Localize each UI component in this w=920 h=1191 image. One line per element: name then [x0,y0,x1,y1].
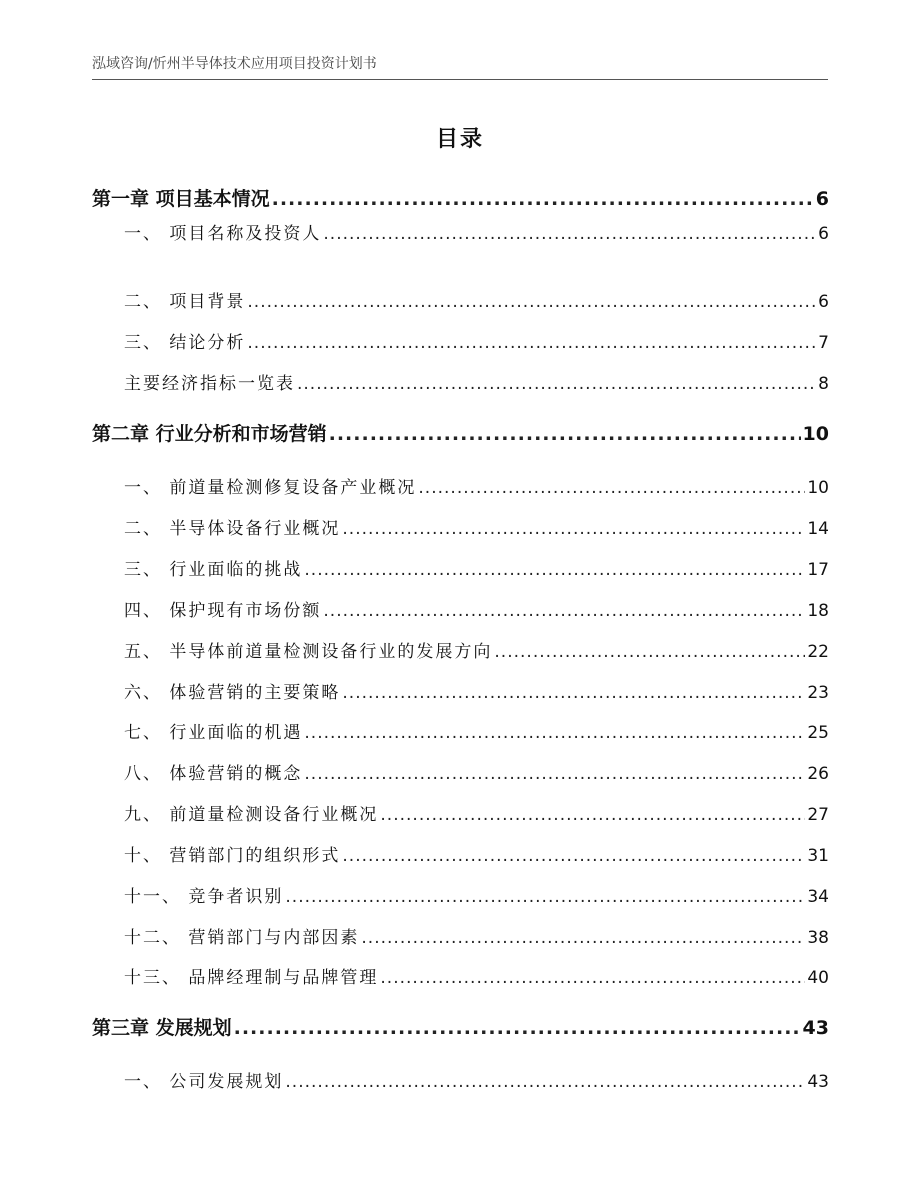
toc-entry-section[interactable] [124,718,829,743]
toc-entry-page: 23 [807,683,829,703]
toc-entry-label: 六、 体验营销的主要策略 [124,683,341,703]
dot-leader [285,887,805,907]
dot-leader [304,560,805,580]
toc-entry-label: 三、 行业面临的挑战 [124,560,303,580]
toc-entry-label: 第二章 行业分析和市场营销 [92,423,327,445]
toc-entry-label: 二、 项目背景 [124,292,246,312]
dot-leader [323,601,805,621]
toc-entry-section[interactable] [124,287,829,312]
dot-leader [494,642,805,662]
dot-leader [342,683,805,703]
toc-entry-page: 17 [807,560,829,580]
toc-entry-section[interactable] [124,328,829,353]
dot-leader [342,519,805,539]
toc-entry-page: 6 [818,292,829,312]
dot-leader [329,423,801,445]
toc-entry-section[interactable] [124,369,829,394]
dot-leader [234,1017,801,1039]
running-header: 泓域咨询/忻州半导体技术应用项目投资计划书 [92,53,828,80]
toc-entry-page: 43 [802,1017,829,1039]
toc-entry-page: 6 [818,224,829,244]
toc-entry-chapter[interactable] [92,1013,829,1040]
toc-entry-label: 十三、 品牌经理制与品牌管理 [124,968,379,988]
toc-entry-page: 26 [807,764,829,784]
toc-entry-page: 38 [807,928,829,948]
toc-entry-label: 第三章 发展规划 [92,1017,232,1039]
toc-entry-label: 八、 体验营销的概念 [124,764,303,784]
toc-entry-page: 25 [807,723,829,743]
toc-entry-page: 7 [818,333,829,353]
toc-entry-page: 31 [807,846,829,866]
toc-entry-section[interactable] [124,678,829,703]
toc-entry-label: 一、 项目名称及投资人 [124,224,322,244]
dot-leader [247,292,816,312]
toc-entry-section[interactable] [124,963,829,988]
page-title: 目录 [435,127,484,152]
toc-entry-page: 27 [807,805,829,825]
toc-entry-label: 主要经济指标一览表 [124,374,295,394]
toc-entry-page: 10 [807,478,829,498]
toc-entry-label: 一、 公司发展规划 [124,1072,284,1092]
toc-entry-label: 第一章 项目基本情况 [92,188,270,210]
dot-leader [304,764,805,784]
toc-entry-label: 五、 半导体前道量检测设备行业的发展方向 [124,642,493,662]
toc-entry-section[interactable] [124,637,829,662]
toc-entry-section[interactable] [124,219,829,244]
toc-entry-label: 十、 营销部门的组织形式 [124,846,341,866]
toc-entry-page: 14 [807,519,829,539]
toc-entry-page: 40 [807,968,829,988]
toc-entry-label: 一、 前道量检测修复设备产业概况 [124,478,417,498]
toc-entry-section[interactable] [124,841,829,866]
toc-entry-section[interactable] [124,923,829,948]
dot-leader [380,805,805,825]
dot-leader [247,333,816,353]
dot-leader [272,188,814,210]
toc-entry-section[interactable] [124,514,829,539]
toc-entry-page: 6 [815,188,829,210]
toc-entry-section[interactable] [124,473,829,498]
dot-leader [342,846,805,866]
toc-entry-page: 18 [807,601,829,621]
toc-entry-chapter[interactable] [92,419,829,446]
toc-entry-label: 三、 结论分析 [124,333,246,353]
toc-entry-page: 22 [807,642,829,662]
toc-entry-label: 四、 保护现有市场份额 [124,601,322,621]
toc-entry-label: 二、 半导体设备行业概况 [124,519,341,539]
toc-entry-page: 43 [807,1072,829,1092]
toc-entry-section[interactable] [124,759,829,784]
toc-entry-section[interactable] [124,882,829,907]
toc-entry-page: 8 [818,374,829,394]
dot-leader [304,723,805,743]
toc-entry-section[interactable] [124,800,829,825]
dot-leader [380,968,805,988]
toc-entry-chapter[interactable] [92,184,829,211]
dot-leader [297,374,816,394]
toc-entry-page: 34 [807,887,829,907]
toc-entry-label: 十一、 竞争者识别 [124,887,284,907]
toc-entry-label: 九、 前道量检测设备行业概况 [124,805,379,825]
dot-leader [285,1072,805,1092]
toc-entry-section[interactable] [124,555,829,580]
toc-entry-section[interactable] [124,1067,829,1092]
toc-entry-section[interactable] [124,596,829,621]
toc-entry-label: 七、 行业面临的机遇 [124,723,303,743]
toc-entry-label: 十二、 营销部门与内部因素 [124,928,360,948]
toc-entry-page: 10 [802,423,829,445]
dot-leader [323,224,816,244]
dot-leader [361,928,805,948]
dot-leader [418,478,805,498]
